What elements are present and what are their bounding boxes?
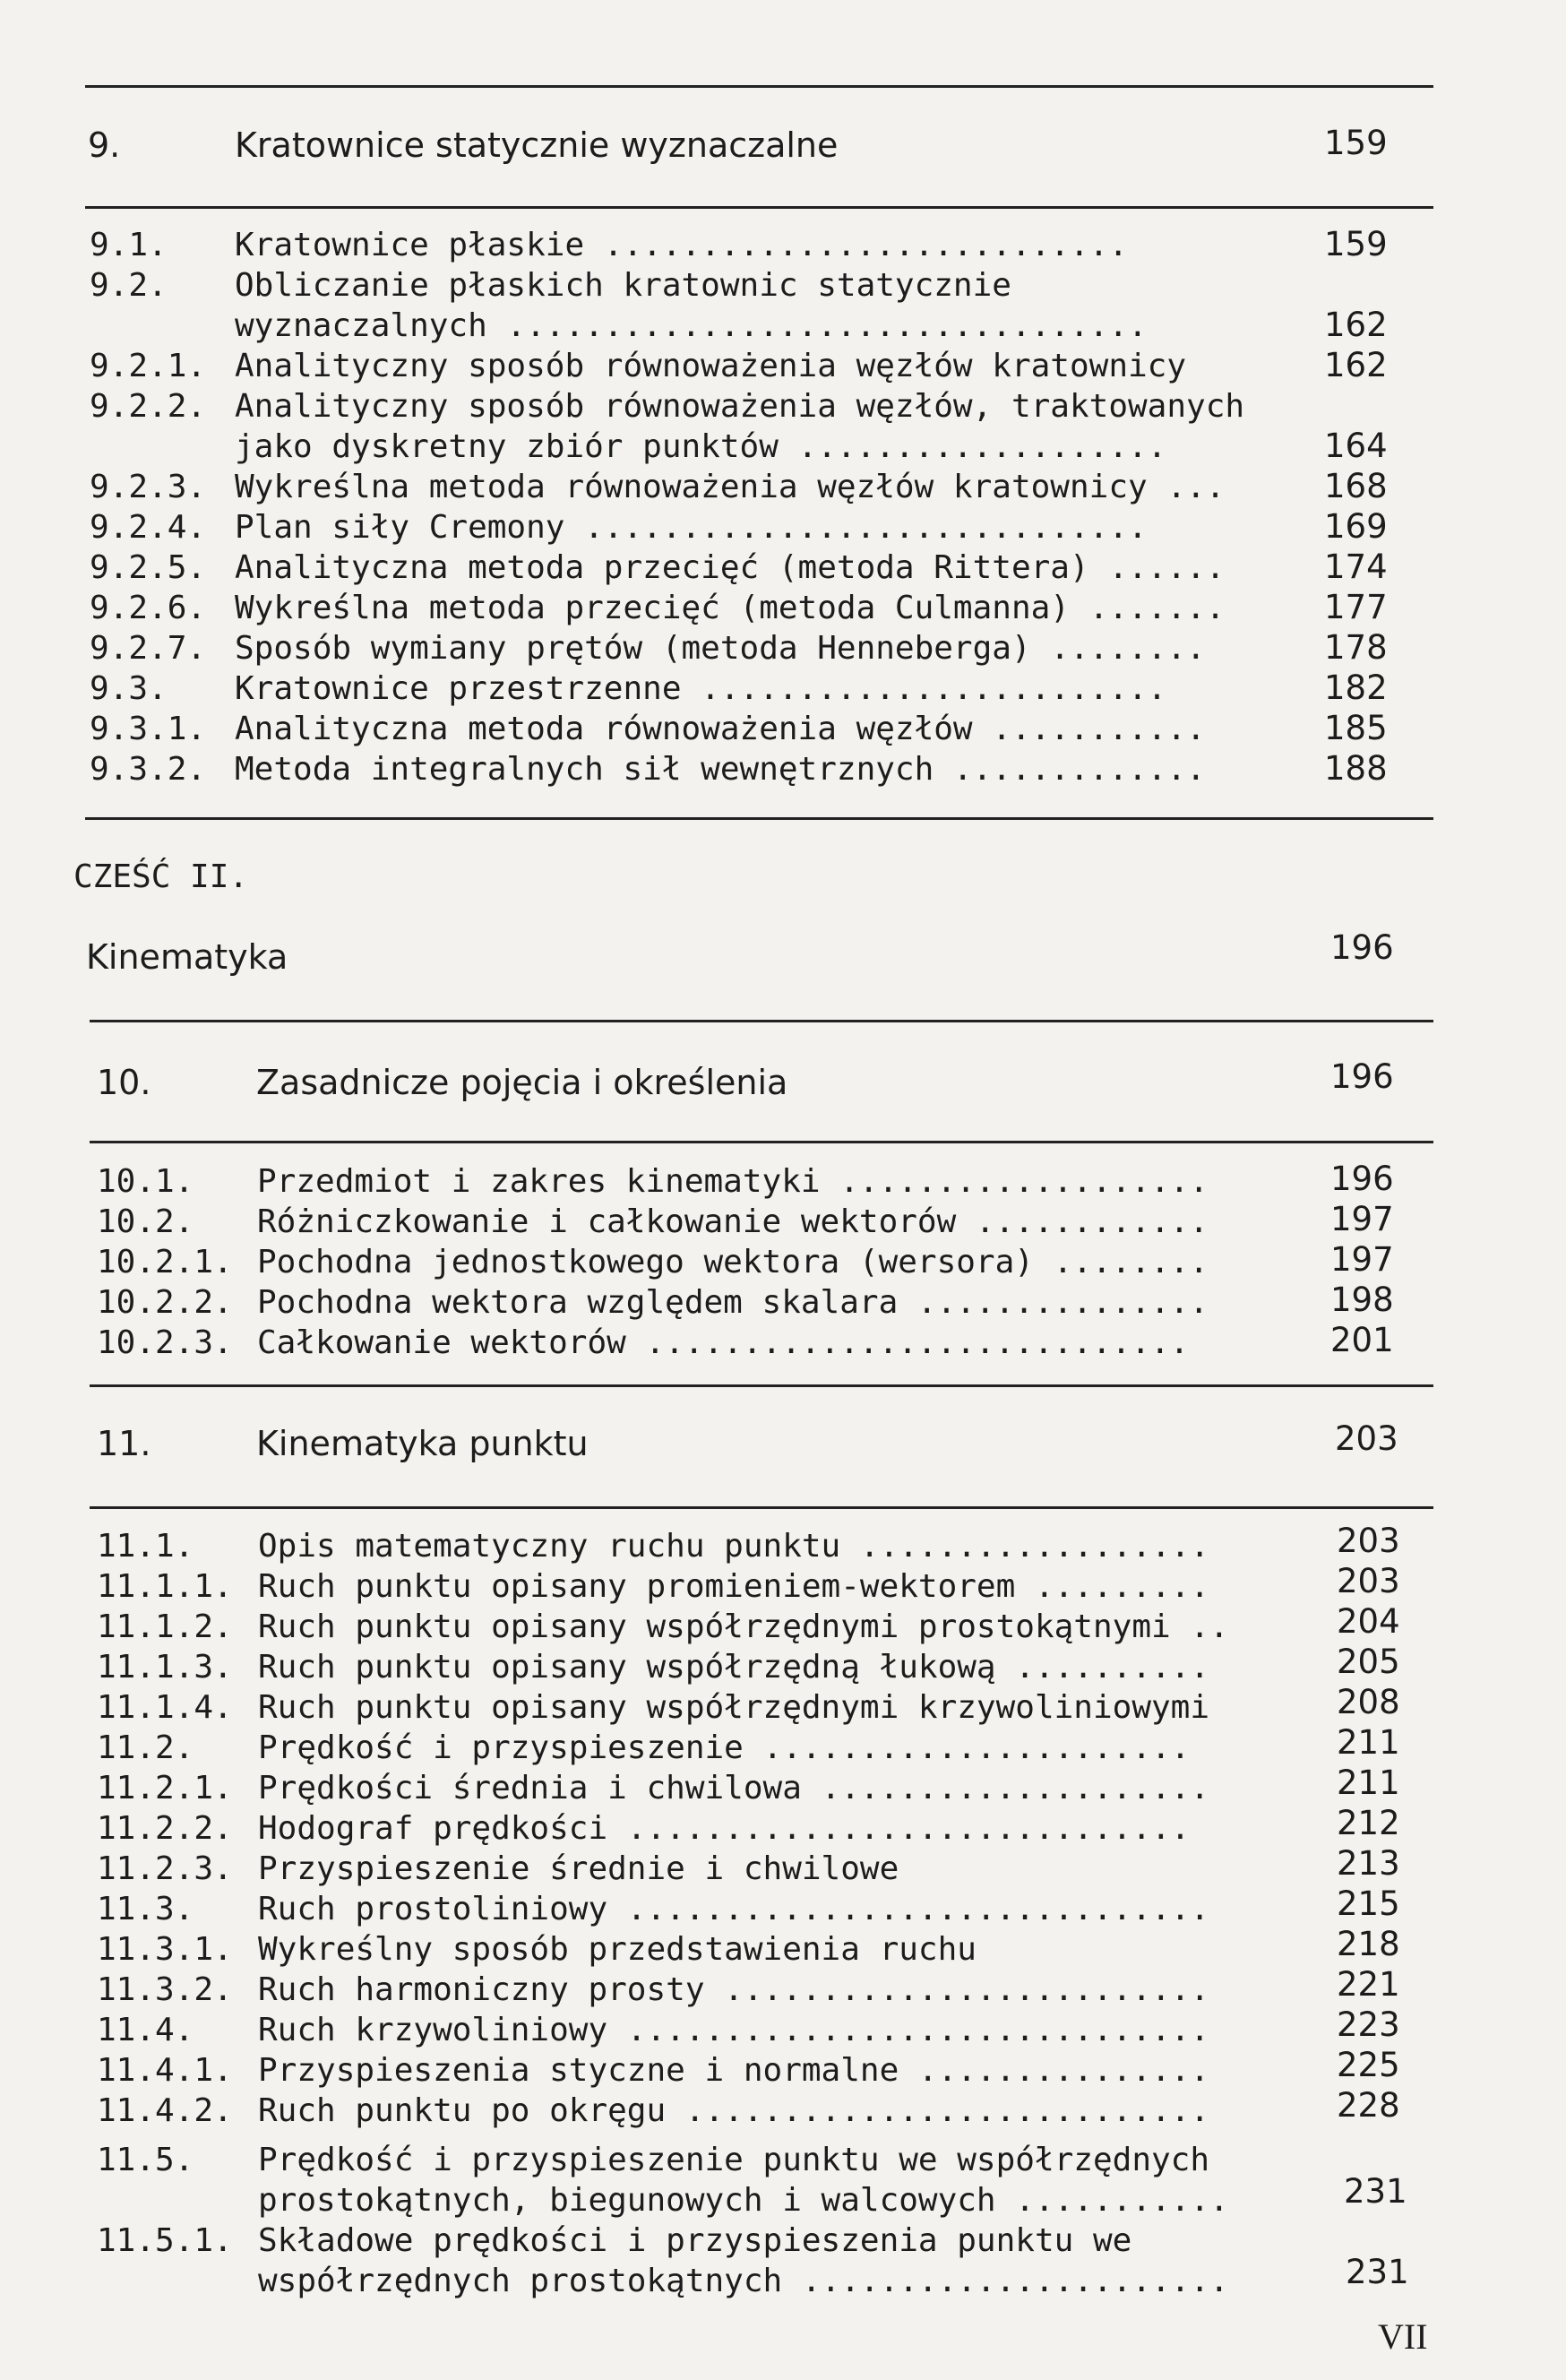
toc-entry-text: jako dyskretny zbiór punktów ................... — [235, 428, 1167, 465]
toc-entry-text: Sposób wymiany prętów (metoda Henneberga) ........ — [235, 630, 1206, 667]
toc-entry-page: 231 — [1346, 2253, 1409, 2291]
toc-entry-page: 208 — [1337, 1683, 1400, 1721]
page-folio: VII — [1378, 2316, 1428, 2357]
toc-entry-number: 11.1.4. — [97, 1689, 233, 1726]
toc-entry-number: 11.1.2. — [97, 1608, 233, 1645]
toc-entry-page: 177 — [1324, 588, 1388, 626]
toc-entry-text: Przyspieszenia styczne i normalne ............... — [258, 2052, 1210, 2089]
toc-entry-text: Przyspieszenie średnie i chwilowe — [258, 1850, 899, 1887]
toc-entry-text: Ruch prostoliniowy .............................. — [258, 1891, 1210, 1927]
toc-entry-page: 178 — [1324, 628, 1388, 667]
toc-entry-text: Analityczna metoda równoważenia węzłów ........... — [235, 711, 1206, 747]
toc-entry-number: 9.2.6. — [90, 590, 207, 626]
toc-entry-text: Analityczny sposób równoważenia węzłów, traktowanych — [235, 388, 1245, 425]
toc-entry-text: Wykreślny sposób przedstawienia ruchu — [258, 1931, 977, 1968]
chapter-page: 203 — [1335, 1419, 1398, 1458]
toc-entry-number: 11.4. — [97, 2012, 194, 2048]
toc-entry-text: wyznaczalnych ................................. — [235, 307, 1148, 344]
toc-entry-number: 10.2. — [97, 1203, 194, 1240]
toc-entry-text: Różniczkowanie i całkowanie wektorów ............ — [257, 1203, 1209, 1240]
toc-entry-text: Hodograf prędkości ............................. — [258, 1810, 1191, 1847]
toc-entry-page: 201 — [1330, 1321, 1394, 1359]
chapter-title: Zasadnicze pojęcia i określenia — [256, 1063, 788, 1102]
chapter-number: 9. — [88, 125, 121, 165]
toc-entry-number: 9.2.5. — [90, 549, 207, 586]
toc-entry-number: 9.3.1. — [90, 711, 207, 747]
toc-entry-page: 211 — [1337, 1723, 1400, 1762]
part-page: 196 — [1330, 928, 1394, 967]
toc-entry-page: 162 — [1324, 346, 1388, 384]
toc-entry-page: 211 — [1337, 1763, 1400, 1802]
toc-entry-text: Składowe prędkości i przyspieszenia punktu we — [258, 2222, 1132, 2259]
toc-entry-number: 9.2.3. — [90, 469, 207, 505]
toc-entry-page: 213 — [1337, 1844, 1400, 1883]
toc-entry-page: 168 — [1324, 467, 1388, 505]
toc-entry-number: 10.2.1. — [97, 1244, 233, 1281]
chapter-number: 10. — [97, 1063, 151, 1102]
toc-entry-page: 197 — [1330, 1200, 1394, 1238]
toc-entry-number: 11.5. — [97, 2142, 194, 2178]
toc-entry-text: Analityczna metoda przecięć (metoda Rittera) ...... — [235, 549, 1226, 586]
rule — [90, 1141, 1433, 1143]
toc-entry-text: Prędkości średnia i chwilowa .................... — [258, 1770, 1210, 1807]
chapter-number: 11. — [97, 1424, 151, 1463]
toc-entry-text: Kratownice płaskie ........................... — [235, 227, 1128, 263]
toc-entry-text: Obliczanie płaskich kratownic statycznie — [235, 267, 1011, 304]
chapter-title: Kratownice statycznie wyznaczalne — [235, 125, 839, 165]
toc-entry-text: Metoda integralnych sił wewnętrznych ............. — [235, 751, 1206, 788]
toc-entry-text: Prędkość i przyspieszenie ...................... — [258, 1729, 1191, 1766]
toc-entry-page: 218 — [1337, 1925, 1400, 1963]
toc-entry-page: 198 — [1330, 1281, 1394, 1319]
toc-entry-text: Wykreślna metoda równoważenia węzłów kratownicy ... — [235, 469, 1226, 505]
toc-entry-page: 197 — [1330, 1240, 1394, 1279]
chapter-page: 159 — [1324, 124, 1388, 162]
rule — [90, 1020, 1433, 1022]
toc-entry-page: 188 — [1324, 749, 1388, 788]
rule — [85, 817, 1433, 820]
chapter-title: Kinematyka punktu — [256, 1424, 589, 1463]
toc-entry-page: 203 — [1337, 1562, 1400, 1600]
toc-entry-text: Analityczny sposób równoważenia węzłów kratownicy — [235, 348, 1187, 384]
toc-entry-text: prostokątnych, biegunowych i walcowych ........... — [258, 2182, 1229, 2219]
part-title: Kinematyka — [86, 937, 288, 977]
toc-entry-number: 9.1. — [90, 227, 168, 263]
toc-entry-page: 231 — [1344, 2172, 1407, 2211]
toc-entry-page: 159 — [1324, 225, 1388, 263]
toc-entry-page: 203 — [1337, 1522, 1400, 1560]
toc-entry-text: Ruch harmoniczny prosty ......................... — [258, 1971, 1210, 2008]
toc-entry-number: 11.3.2. — [97, 1971, 233, 2008]
toc-entry-number: 9.3.2. — [90, 751, 207, 788]
toc-entry-text: Ruch punktu opisany współrzędnymi krzywoliniowymi — [258, 1689, 1210, 1726]
toc-entry-page: 196 — [1330, 1160, 1394, 1198]
toc-entry-page: 205 — [1337, 1643, 1400, 1681]
toc-entry-text: Wykreślna metoda przecięć (metoda Culmanna) ....... — [235, 590, 1226, 626]
toc-entry-text: współrzędnych prostokątnych ...................... — [258, 2263, 1229, 2299]
toc-entry-page: 225 — [1337, 2046, 1400, 2084]
toc-entry-number: 9.2. — [90, 267, 168, 304]
toc-entry-text: Plan siły Cremony ............................. — [235, 509, 1148, 546]
toc-entry-text: Opis matematyczny ruchu punktu .................. — [258, 1528, 1210, 1565]
toc-entry-page: 162 — [1324, 306, 1388, 344]
chapter-page: 196 — [1330, 1057, 1394, 1096]
rule — [90, 1506, 1433, 1509]
toc-entry-number: 11.2. — [97, 1729, 194, 1766]
toc-entry-text: Ruch punktu opisany współrzędną łukową .......... — [258, 1649, 1210, 1686]
toc-entry-number: 9.2.7. — [90, 630, 207, 667]
toc-entry-text: Przedmiot i zakres kinematyki ................... — [257, 1163, 1209, 1200]
toc-entry-page: 212 — [1337, 1804, 1400, 1842]
toc-entry-number: 11.3. — [97, 1891, 194, 1927]
rule — [90, 1384, 1433, 1387]
toc-entry-page: 185 — [1324, 709, 1388, 747]
toc-entry-page: 182 — [1324, 668, 1388, 707]
toc-entry-text: Pochodna wektora względem skalara ............... — [257, 1284, 1209, 1321]
toc-entry-page: 221 — [1337, 1965, 1400, 2004]
toc-entry-number: 11.2.3. — [97, 1850, 233, 1887]
toc-entry-number: 11.1.1. — [97, 1568, 233, 1605]
toc-entry-page: 174 — [1324, 548, 1388, 586]
toc-entry-text: Ruch krzywoliniowy .............................. — [258, 2012, 1210, 2048]
toc-entry-text: Pochodna jednostkowego wektora (wersora) ........ — [257, 1244, 1209, 1281]
toc-entry-number: 11.4.1. — [97, 2052, 233, 2089]
toc-entry-text: Ruch punktu po okręgu ........................... — [258, 2092, 1210, 2129]
toc-entry-text: Prędkość i przyspieszenie punktu we współrzędnych — [258, 2142, 1210, 2178]
toc-entry-number: 10.1. — [97, 1163, 194, 1200]
toc-entry-page: 169 — [1324, 507, 1388, 546]
toc-entry-number: 11.1. — [97, 1528, 194, 1565]
toc-entry-number: 11.2.2. — [97, 1810, 233, 1847]
toc-entry-number: 11.4.2. — [97, 2092, 233, 2129]
part-label: CZEŚĆ II. — [73, 858, 249, 895]
toc-entry-number: 9.3. — [90, 670, 168, 707]
toc-entry-page: 223 — [1337, 2005, 1400, 2044]
toc-entry-number: 11.3.1. — [97, 1931, 233, 1968]
rule — [85, 206, 1433, 209]
toc-entry-page: 164 — [1324, 427, 1388, 465]
rule — [85, 85, 1433, 88]
toc-entry-number: 11.1.3. — [97, 1649, 233, 1686]
toc-entry-number: 9.2.1. — [90, 348, 207, 384]
toc-entry-number: 11.2.1. — [97, 1770, 233, 1807]
toc-entry-number: 9.2.4. — [90, 509, 207, 546]
toc-entry-text: Całkowanie wektorów ............................ — [257, 1324, 1190, 1361]
toc-entry-page: 204 — [1337, 1602, 1400, 1641]
toc-entry-text: Ruch punktu opisany promieniem-wektorem ......... — [258, 1568, 1210, 1605]
toc-entry-number: 11.5.1. — [97, 2222, 233, 2259]
toc-entry-page: 228 — [1337, 2086, 1400, 2125]
toc-entry-text: Kratownice przestrzenne ........................ — [235, 670, 1167, 707]
toc-entry-number: 10.2.3. — [97, 1324, 233, 1361]
toc-entry-number: 10.2.2. — [97, 1284, 233, 1321]
toc-entry-page: 215 — [1337, 1884, 1400, 1923]
toc-entry-number: 9.2.2. — [90, 388, 207, 425]
toc-entry-text: Ruch punktu opisany współrzędnymi prostokątnymi .. — [258, 1608, 1229, 1645]
